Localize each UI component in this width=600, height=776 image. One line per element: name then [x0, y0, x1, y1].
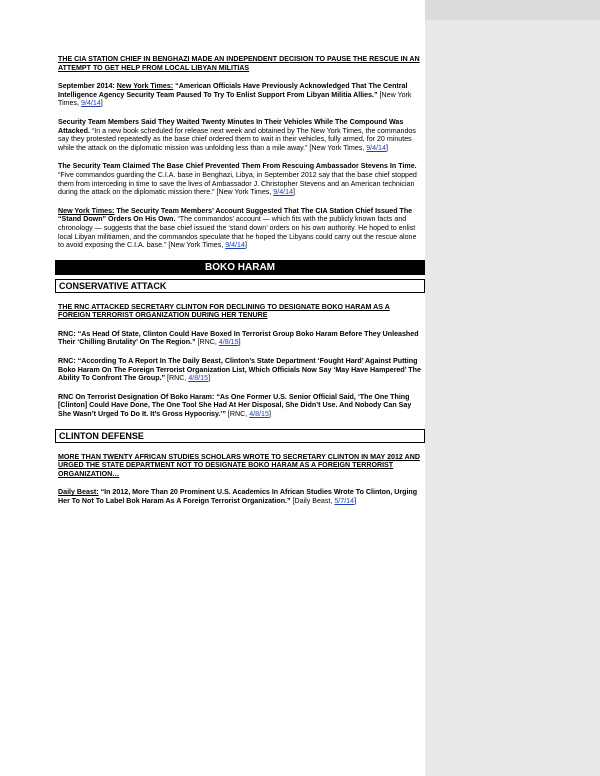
comment-pane-header: [425, 0, 600, 20]
section-title-defense: CLINTON DEFENSE: [55, 429, 425, 443]
quote-bold: RNC On Terrorist Designation Of Boko Haram: “As One Former U.S. Senior Official Said, ‘The One Thing [Clinton] Could Have Done, The One Tool She Had At Her Disposal, She Didn’t Use. And Nobody Can Say She Wasn’t Urged To Do It. It’s Gross Hypocrisy.’”: [58, 392, 412, 419]
citation: [New York Times,: [58, 90, 412, 108]
citation-link[interactable]: 9/4/14: [273, 188, 294, 197]
section-banner: BOKO HARAM: [55, 260, 425, 275]
source-label: Daily Beast:: [58, 488, 99, 497]
quote-bold: “In 2012, More Than 20 Prominent U.S. Academics In African Studies Wrote To Clinton, Urging Her To Not To Label Bok Haram As A Foreign Terrorist Organization.”: [58, 488, 418, 505]
document-content: [58, 55, 422, 516]
citation: [Daily Beast,: [292, 497, 333, 505]
paragraph-rnc-2: RNC: “According To A Report In The Daily Beast, Clinton’s State Department ‘Fought Hard’ Against Putting Boko Haram On The Foreign Terrorist Organization List, Which Officials Now Say ‘May Have Hampered’ The Ability To Confront The Group.” [RNC, 4/8/15]: [58, 357, 421, 383]
citation-link[interactable]: 9/4/14: [366, 143, 386, 152]
paragraph-nyt-4: New York Times: The Security Team Members’ Account Suggested That The CIA Station Chief Issued The “Stand Down” Orders On His Own. “The commandos’ account — which fits with the publicly known facts and chronology — suggests that the base chief issued the ‘stand down’ orders on his own authority. He hoped to enlist local Libyan militiamen, and the commandos speculate that he hoped the Libyans could carry out the rescue alone to avoid exposing the C.I.A. base.” [New York Times, 9/4/14]: [58, 206, 417, 250]
citation-link[interactable]: 9/4/14: [81, 99, 101, 108]
quote-bold: RNC: “As Head Of State, Clinton Could Have Boxed In Terrorist Group Boko Haram Before They Unleashed Their ‘Chilling Brutality’ On The Region.”: [58, 329, 419, 347]
paragraph-nyt-2: Security Team Members Said They Waited Twenty Minutes In Their Vehicles While The Compound Was Attacked. “In a new book scheduled for release next week and obtained by The New York Times, the commandos say they protested repeatedly as the base chief ordered them to wait in their vehicles, fully armed, for 20 minutes while the attack on the diplomatic mission was unfolding less than a mile away.” [New York Times, 9/4/14]: [58, 117, 416, 152]
citation-link[interactable]: 4/8/15: [249, 410, 269, 419]
quote-bold: RNC: “According To A Report In The Daily Beast, Clinton’s State Department ‘Fought Hard’ Against Putting Boko Haram On The Foreign Terrorist Organization List, Which Officials Now Say ‘May Have Hampered’ The Ability To Confront The Group.”: [58, 357, 421, 383]
citation: [RNC,: [167, 374, 187, 383]
paragraph-daily-beast: Daily Beast: “In 2012, More Than 20 Prominent U.S. Academics In African Studies Wrote To Clinton, Urging Her To Not To Label Bok Haram As A Foreign Terrorist Organization.” [Daily Beast, 5/7/14]: [58, 488, 418, 505]
citation-link[interactable]: 5/7/14: [334, 497, 355, 505]
paragraph-rnc-1: RNC: “As Head Of State, Clinton Could Have Boxed In Terrorist Group Boko Haram Before They Unleashed Their ‘Chilling Brutality’ On The Region.” [RNC, 4/8/15]: [58, 329, 419, 347]
paragraph-nyt-1: September 2014: New York Times: “American Officials Have Previously Acknowledged That The Central Intelligence Agency Security Team Paused To Try To Enlist Support From Libyan Militia Allies.” [New York Times, 9/4/14]: [58, 82, 412, 108]
citation-link[interactable]: 4/8/15: [188, 374, 209, 383]
date-lead: September 2014:: [58, 82, 115, 91]
section-title-conservative: CONSERVATIVE ATTACK: [55, 279, 425, 293]
conservative-heading: THE RNC ATTACKED SECRETARY CLINTON FOR DECLINING TO DESIGNATE BOKO HARAM AS A FOREIGN TERRORIST ORGANIZATION DURING HER TENURE: [58, 302, 390, 320]
source-label: New York Times:: [116, 82, 174, 91]
quote-text: “In a new book scheduled for release next week and obtained by The New York Times, the commandos say they protested repeatedly as the base chief ordered them to wait in their vehicles, fully armed, for 20 minutes while the attack on the diplomatic mission was unfolding less than a mile away.” [New York Times,: [58, 126, 416, 152]
quote-text: “The commandos’ account — which fits with the publicly known facts and chronology — suggests that the base chief issued the ‘stand down’ orders on his own authority. He hoped to enlist local Libyan militiamen, and the commandos speculate that he hoped the Libyans could carry out the rescue alone to avoid exposing the C.I.A. base.” [New York Times,: [58, 215, 417, 250]
claim-bold: The Security Team Claimed The Base Chief Prevented Them From Rescuing Ambassador Stevens In Time.: [58, 162, 417, 171]
citation-link[interactable]: 9/4/14: [225, 241, 245, 250]
source-label: New York Times:: [58, 206, 115, 215]
claim-bold: Security Team Members Said They Waited Twenty Minutes In Their Vehicles While The Compound Was Attacked.: [58, 117, 404, 135]
quote-bold: “American Officials Have Previously Acknowledged That The Central Intelligence Agency Security Team Paused To Try To Enlist Support From Libyan Militia Allies.”: [58, 82, 408, 99]
paragraph-nyt-3: The Security Team Claimed The Base Chief Prevented Them From Rescuing Ambassador Stevens In Time. “Five commandos guarding the C.I.A. base in Benghazi, Libya, in September 2012 say that the base chief stopped them from interceding in time to save the lives of Ambassador J. Christopher Stevens and an American technician during the attack on the diplomatic mission there.” [New York Times, 9/4/14]: [58, 162, 417, 197]
cia-heading: THE CIA STATION CHIEF IN BENGHAZI MADE AN INDEPENDENT DECISION TO PAUSE THE RESCUE IN AN ATTEMPT TO GET HELP FROM LOCAL LIBYAN MILITIAS: [58, 55, 420, 72]
citation: [RNC,: [227, 410, 248, 419]
paragraph-rnc-3: RNC On Terrorist Designation Of Boko Haram: “As One Former U.S. Senior Official Said, ‘The One Thing [Clinton] Could Have Done, The One Tool She Had At Her Disposal, She Didn’t Use. And Nobody Can Say She Wasn’t Urged To Do It. It’s Gross Hypocrisy.’” [RNC, 4/8/15]: [58, 392, 412, 419]
quote-text: “Five commandos guarding the C.I.A. base in Benghazi, Libya, in September 2012 say that the base chief stopped them from interceding in time to save the lives of Ambassador J. Christopher Stevens and an American technician during the attack on the diplomatic mission there.” [New York Times,: [58, 170, 417, 197]
claim-bold: The Security Team Members’ Account Suggested That The CIA Station Chief Issued The “Stand Down” Orders On His Own.: [58, 206, 413, 224]
citation: [RNC,: [197, 338, 217, 347]
citation-link[interactable]: 4/8/15: [218, 338, 239, 347]
comment-pane: [425, 0, 600, 776]
defense-heading: MORE THAN TWENTY AFRICAN STUDIES SCHOLARS WROTE TO SECRETARY CLINTON IN MAY 2012 AND URGED THE STATE DEPARTMENT NOT TO DESIGNATE BOKO HARAM AS A FOREIGN TERRORIST ORGANIZATION…: [58, 452, 420, 478]
